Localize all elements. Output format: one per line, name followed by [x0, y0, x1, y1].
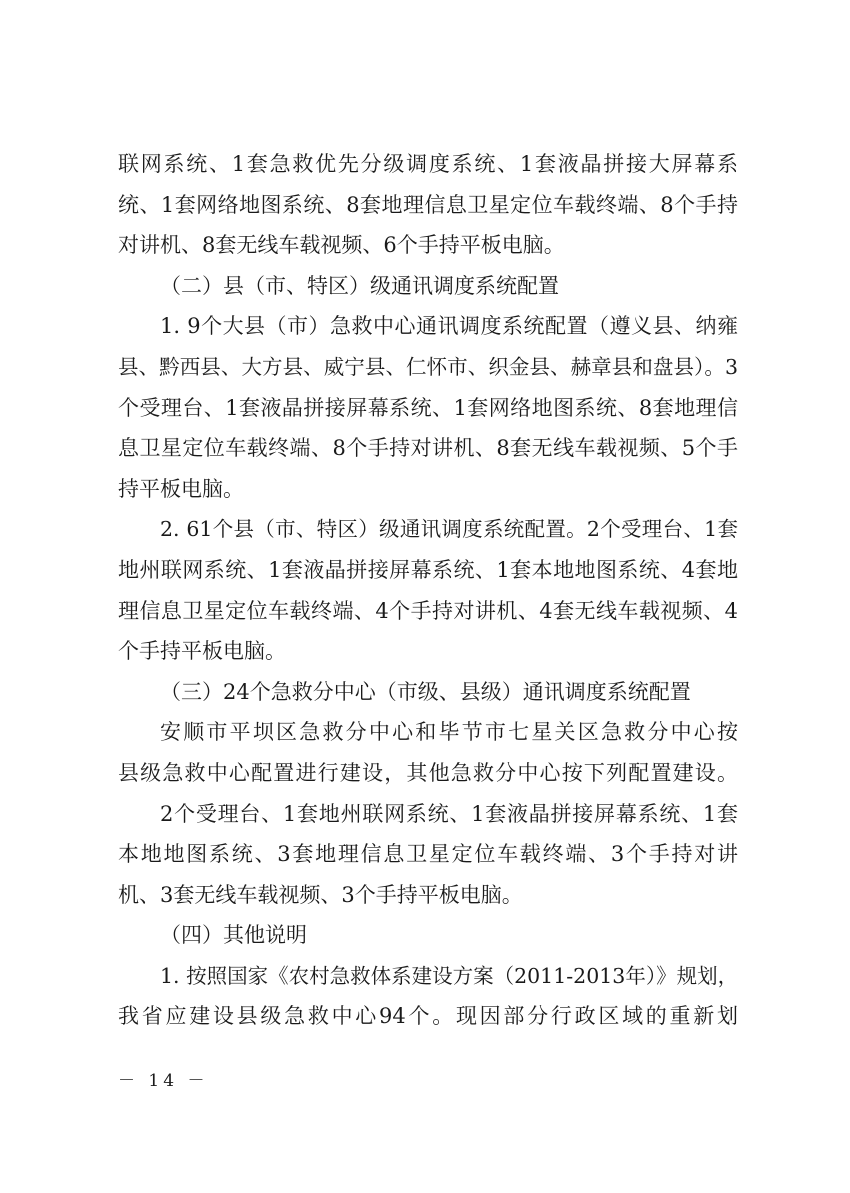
section-heading: （二）县（市、特区）级通讯调度系统配置: [160, 273, 559, 298]
paragraph-line: 1. 9个大县（市）急救中心通讯调度系统配置（遵义县、纳雍: [160, 314, 738, 339]
paragraph-line: 安顺市平坝区急救分中心和毕节市七星关区急救分中心按: [160, 720, 738, 745]
document-body: [118, 144, 738, 1037]
paragraph-line: 联网系统、1套急救优先分级调度系统、1套液晶拼接大屏幕系: [118, 152, 738, 176]
paragraph-line: 县、黔西县、大方县、威宁县、仁怀市、织金县、赫章县和盘县）。3: [118, 354, 738, 379]
paragraph-line: 本地地图系统、3套地理信息卫星定位车载终端、3个手持对讲: [118, 842, 738, 867]
paragraph-line: 2个受理台、1套地州联网系统、1套液晶拼接屏幕系统、1套: [160, 801, 738, 826]
paragraph-line: 息卫星定位车载终端、8个手持对讲机、8套无线车载视频、5个手: [118, 436, 738, 461]
paragraph-line: 机、3套无线车载视频、3个手持平板电脑。: [118, 882, 523, 907]
paragraph-line: 个受理台、1套液晶拼接屏幕系统、1套网络地图系统、8套地理信: [118, 395, 738, 420]
paragraph-line: 2. 61个县（市、特区）级通讯调度系统配置。2个受理台、1套: [160, 517, 738, 542]
section-heading: （三）24个急救分中心（市级、县级）通讯调度系统配置: [160, 679, 691, 704]
section-heading: （四）其他说明: [160, 923, 307, 948]
page-number: － 14 －: [118, 1071, 209, 1091]
paragraph-line: 持平板电脑。: [118, 476, 244, 501]
paragraph-line: 县级急救中心配置进行建设，其他急救分中心按下列配置建设。: [118, 760, 738, 785]
paragraph-line: 对讲机、8套无线车载视频、6个手持平板电脑。: [118, 233, 565, 258]
paragraph-line: 理信息卫星定位车载终端、4个手持对讲机、4套无线车载视频、4: [118, 598, 738, 623]
paragraph-line: 统、1套网络地图系统、8套地理信息卫星定位车载终端、8个手持: [118, 192, 738, 217]
paragraph-line: 1. 按照国家《农村急救体系建设方案（2011-2013年）》规划，: [160, 963, 739, 988]
paragraph-line: 个手持平板电脑。: [118, 639, 286, 664]
paragraph-line: 我省应建设县级急救中心94个。现因部分行政区域的重新划: [118, 1004, 738, 1029]
paragraph-line: 地州联网系统、1套液晶拼接屏幕系统、1套本地地图系统、4套地: [118, 557, 738, 582]
